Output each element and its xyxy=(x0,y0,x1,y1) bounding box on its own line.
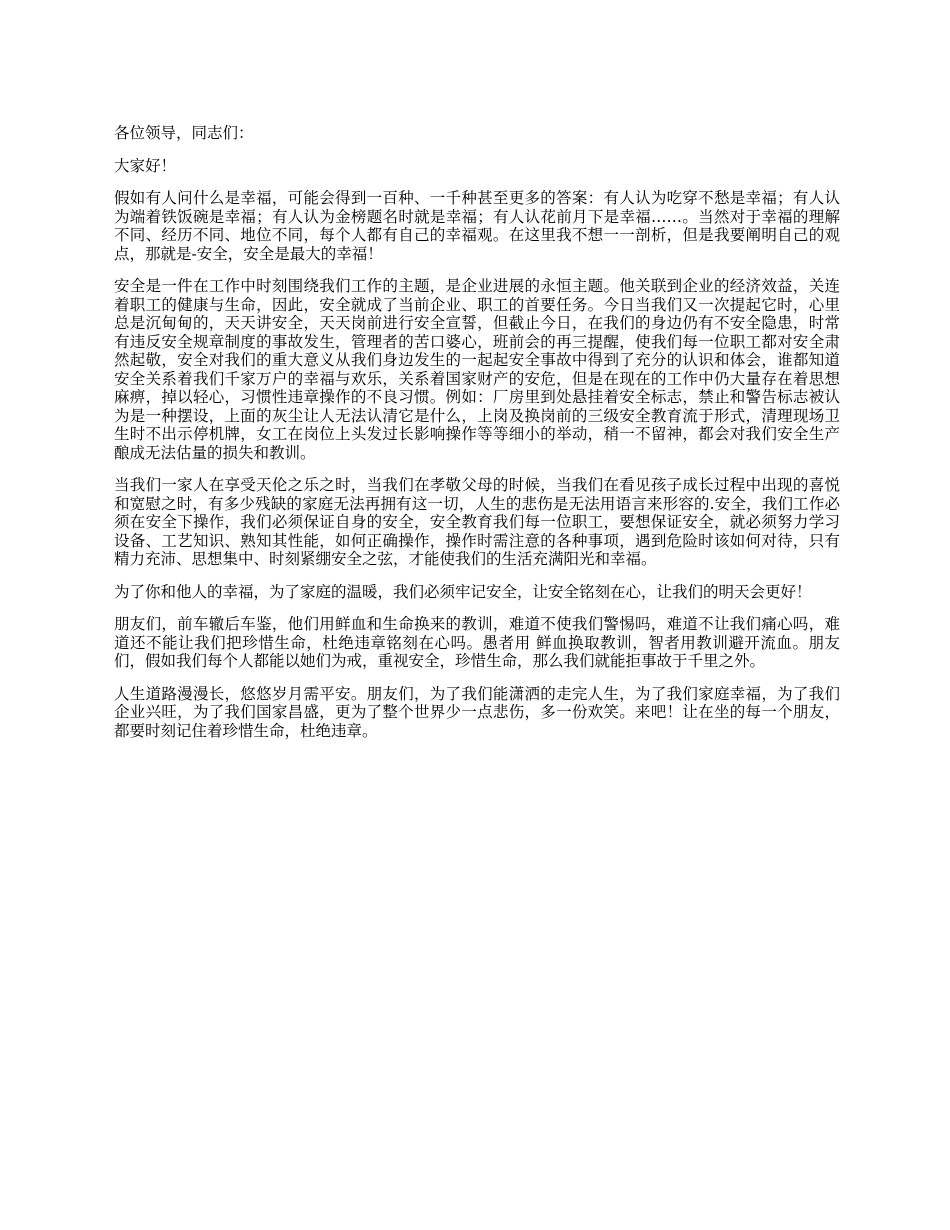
paragraph-happiness: 假如有人问什么是幸福，可能会得到一百种、一千种甚至更多的答案：有人认为吃穿不愁是幸福；有人认为端着铁饭碗是幸福；有人认为金榜题名时就是幸福；有人认花前月下是幸福……。当然对于幸福的理解不同、经历不同、地位不同，每个人都有自己的幸福观。在这里我不想一一剖析，但是我要阐明自己的观点，那就是-安全，安全是最大的幸福！ xyxy=(114,189,840,263)
paragraph-family: 当我们一家人在享受天伦之乐之时，当我们在孝敬父母的时候，当我们在看见孩子成长过程中出现的喜悦和宽慰之时，有多少残缺的家庭无法再拥有这一切，人生的悲伤是无法用语言来形容的.安全，我们工作必须在安全下操作，我们必须保证自身的安全，安全教育我们每一位职工，要想保证安全，就必须努力学习设备、工艺知识、熟知其性能，如何正确操作，操作时需注意的各种事项，遇到危险时该如何对待，只有精力充沛、思想集中、时刻紧绷安全之弦，才能使我们的生活充满阳光和幸福。 xyxy=(114,476,840,568)
salutation: 各位领导，同志们： xyxy=(114,124,254,142)
paragraph-lessons: 朋友们，前车辙后车鉴，他们用鲜血和生命换来的教训，难道不使我们警惕吗，难道不让我们痛心吗，难道还不能让我们把珍惜生命，杜绝违章铭刻在心吗。愚者用 鲜血换取教训，智者用教训避开流血。朋友们，假如我们每个人都能以她们为戒，重视安全，珍惜生命，那么我们就能拒事故于千里之外。 xyxy=(114,615,840,670)
document-body xyxy=(114,124,840,754)
paragraph-remember-safety: 为了你和他人的幸福，为了家庭的温暖，我们必须牢记安全，让安全铭刻在心，让我们的明天会更好！ xyxy=(114,582,812,601)
greeting: 大家好！ xyxy=(114,156,177,175)
paragraph-closing: 人生道路漫漫长，悠悠岁月需平安。朋友们，为了我们能潇洒的走完人生，为了我们家庭幸福，为了我们企业兴旺，为了我们国家昌盛，更为了整个世界少一点悲伤，多一份欢笑。来吧！让在坐的每一个朋友，都要时刻记住着珍惜生命，杜绝违章。 xyxy=(114,684,840,740)
paragraph-safety-theme: 安全是一件在工作中时刻围绕我们工作的主题，是企业进展的永恒主题。他关联到企业的经济效益，关连着职工的健康与生命，因此，安全就成了当前企业、职工的首要任务。今日当我们又一次提起它时，心里总是沉甸甸的，天天讲安全，天天岗前进行安全宣誓，但截止今日，在我们的身边仍有不安全隐患，时常有违反安全规章制度的事故发生，管理者的苦口婆心，班前会的再三提醒，使我们每一位职工都对安全肃然起敬，安全对我们的重大意义从我们身边发生的一起起安全事故中得到了充分的认识和体会，谁都知道安全关系着我们千家万户的幸福与欢乐，关系着国家财产的安危，但是在现在的工作中仍大量存在着思想麻痹，掉以轻心，习惯性违章操作的不良习惯。例如：厂房里到处悬挂着安全标志，禁止和警告标志被认为是一种摆设，上面的灰尘让人无法认清它是什么，上岗及换岗前的三级安全教育流于形式，清理现场卫生时不出示停机牌，女工在岗位上头发过长影响操作等等细小的举动，稍一不留神，都会对我们安全生产酿成无法估量的损失和教训。 xyxy=(114,277,840,462)
